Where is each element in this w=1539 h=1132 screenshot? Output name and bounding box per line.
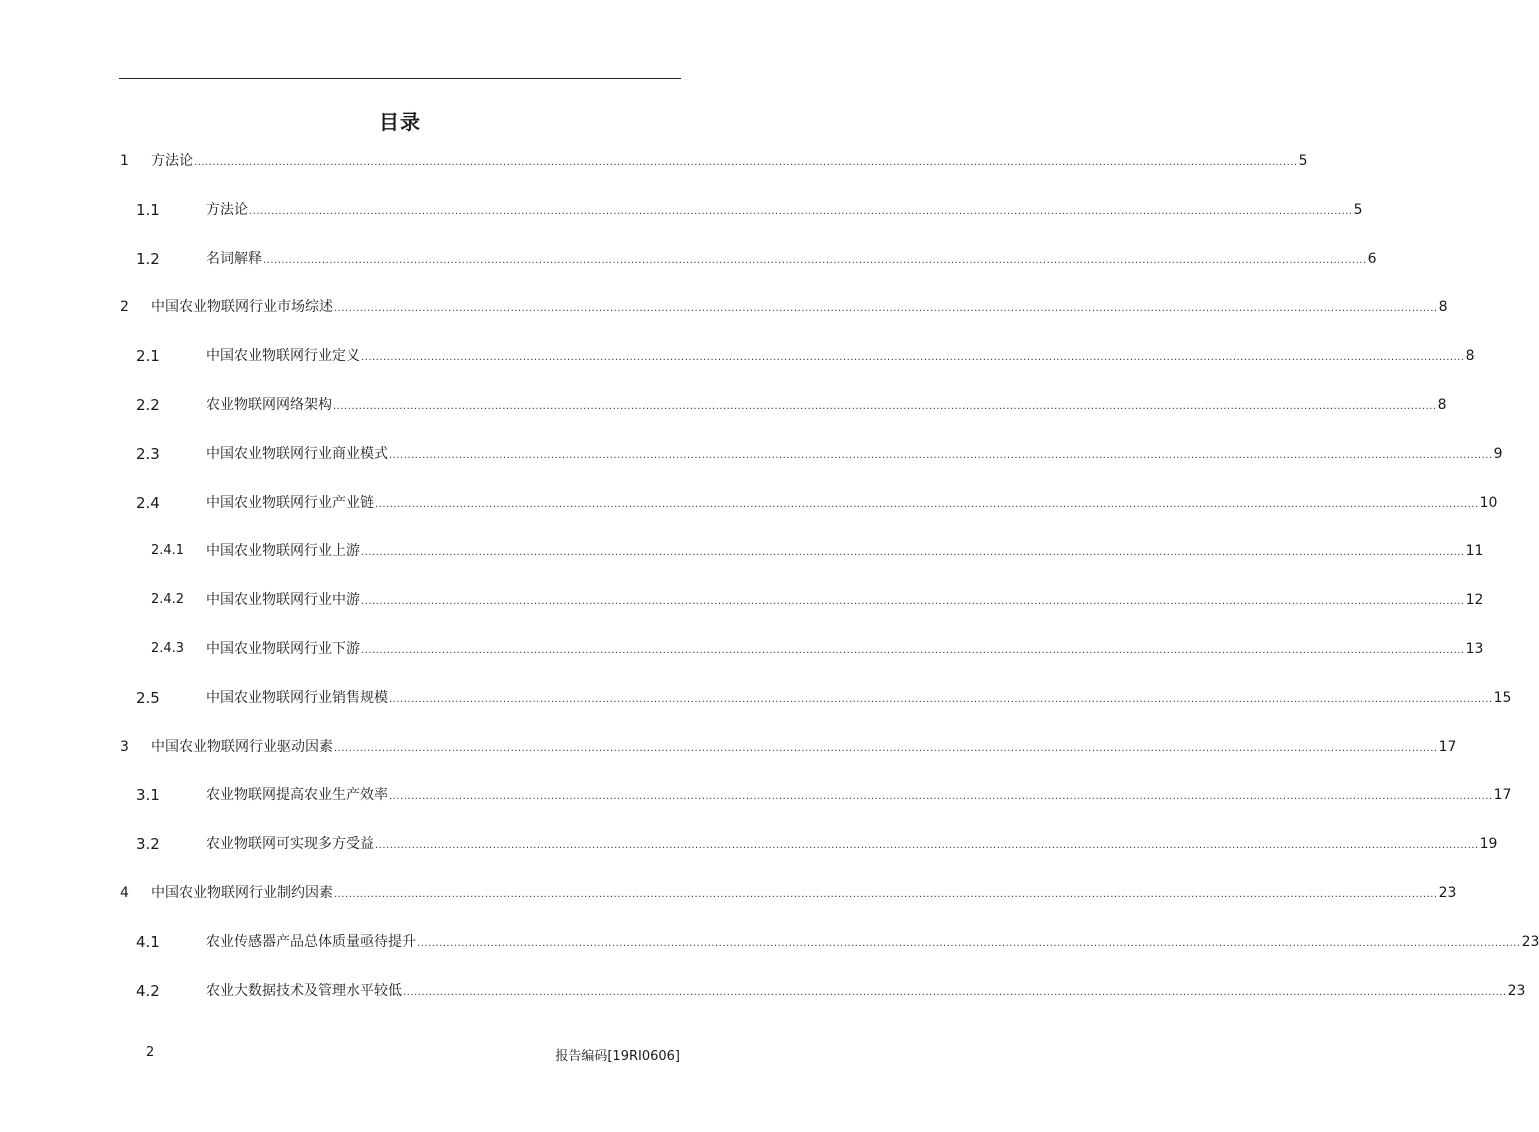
toc-entry[interactable]: [120, 833, 1498, 855]
toc-entry-number: 4: [120, 885, 129, 901]
toc-entry-leader: ............................................................................................................................................................................................................................................................................................................: [389, 693, 1493, 705]
toc-entry-title: 名词解释: [206, 250, 262, 267]
toc-entry[interactable]: [120, 784, 1512, 806]
toc-entry-number: 3: [120, 738, 129, 755]
toc-entry[interactable]: [120, 248, 1377, 270]
toc-entry-page: 19: [1479, 836, 1498, 853]
toc-entry-leader: ............................................................................................................................................................................................................................................................................................................: [389, 449, 1493, 461]
toc-entry-leader: ............................................................................................................................................................................................................................................................................................................: [375, 498, 1479, 510]
toc-entry-number: 1: [120, 153, 129, 169]
toc-entry-title: 中国农业物联网行业市场综述: [151, 299, 333, 316]
toc-entry-leader: ............................................................................................................................................................................................................................................................................................................: [361, 596, 1465, 608]
toc-entry-number: 2.5: [136, 688, 160, 707]
page-title: 目录: [379, 110, 421, 134]
toc-entry-leader: ............................................................................................................................................................................................................................................................................................................: [361, 645, 1465, 656]
toc-entry-page: 8: [1465, 348, 1475, 365]
toc-entry-page: 5: [1298, 153, 1308, 169]
toc-entry-page: 10: [1479, 494, 1498, 511]
toc-entry-title: 中国农业物联网行业下游: [206, 641, 360, 657]
toc-entry-leader: ............................................................................................................................................................................................................................................................................................................: [389, 791, 1493, 803]
toc-entry-number: 3.2: [136, 835, 160, 854]
toc-entry-number: 2.4: [136, 493, 160, 512]
toc-entry-number: 1.1: [136, 200, 160, 219]
toc-entry-page: 23: [1521, 933, 1539, 950]
toc-entry-leader: ............................................................................................................................................................................................................................................................................................................: [334, 303, 1438, 315]
toc-entry[interactable]: [120, 492, 1498, 514]
toc-entry[interactable]: [120, 931, 1539, 953]
toc-entry[interactable]: [120, 736, 1457, 758]
toc-entry-title: 中国农业物联网行业定义: [206, 348, 360, 365]
toc-entry-leader: ............................................................................................................................................................................................................................................................................................................: [249, 205, 1353, 217]
toc-entry-page: 5: [1353, 201, 1363, 218]
toc-entry-page: 6: [1367, 250, 1377, 267]
toc-entry[interactable]: [120, 638, 1484, 660]
toc-entry-title: 农业物联网可实现多方受益: [206, 836, 374, 853]
toc-entry-number: 2: [120, 299, 129, 316]
toc-entry-number: 1.2: [136, 249, 160, 268]
footer-report-code: 报告编码[19RI0606]: [555, 1049, 680, 1064]
toc-entry[interactable]: [120, 199, 1363, 221]
toc-entry[interactable]: [120, 687, 1512, 709]
toc-entry[interactable]: [120, 882, 1457, 904]
toc-entry-page: 17: [1438, 738, 1457, 755]
toc-entry-leader: ............................................................................................................................................................................................................................................................................................................: [417, 937, 1521, 949]
toc-entry-page: 8: [1437, 397, 1447, 413]
toc-entry-number: 2.4.2: [151, 592, 185, 608]
toc-entry-number: 4.2: [136, 981, 160, 1000]
toc-entry[interactable]: [120, 296, 1448, 318]
toc-entry-page: 9: [1493, 445, 1503, 462]
toc-entry-title: 中国农业物联网行业销售规模: [206, 689, 388, 706]
toc-entry-leader: ............................................................................................................................................................................................................................................................................................................: [263, 254, 1367, 266]
toc-entry-page: 8: [1438, 299, 1448, 316]
toc-entry-title: 中国农业物联网行业商业模式: [206, 445, 388, 462]
toc-entry[interactable]: [120, 443, 1503, 465]
toc-entry-leader: ............................................................................................................................................................................................................................................................................................................: [333, 401, 1437, 412]
toc-entry-page: 13: [1465, 641, 1484, 657]
toc-entry-title: 中国农业物联网行业中游: [206, 592, 360, 609]
toc-entry-title: 中国农业物联网行业上游: [206, 543, 360, 560]
toc-entry-number: 2.1: [136, 347, 160, 366]
toc-entry[interactable]: [120, 980, 1526, 1002]
toc-entry-leader: ............................................................................................................................................................................................................................................................................................................: [194, 157, 1298, 168]
toc-entry-title: 中国农业物联网行业制约因素: [151, 885, 333, 901]
toc-entry-leader: ............................................................................................................................................................................................................................................................................................................: [334, 889, 1438, 900]
toc-entry-leader: ............................................................................................................................................................................................................................................................................................................: [361, 352, 1465, 364]
toc-entry-page: 17: [1493, 787, 1512, 804]
toc-entry-page: 11: [1465, 543, 1484, 560]
toc-entry-title: 中国农业物联网行业驱动因素: [151, 738, 333, 755]
toc-entry-title: 农业大数据技术及管理水平较低: [206, 982, 402, 999]
toc-entry-leader: ............................................................................................................................................................................................................................................................................................................: [403, 986, 1507, 998]
toc-entry-number: 2.3: [136, 444, 160, 463]
toc-entry[interactable]: [120, 345, 1475, 367]
toc-entry[interactable]: [120, 394, 1447, 416]
toc-entry-title: 方法论: [206, 201, 248, 218]
toc-entry-title: 农业物联网提高农业生产效率: [206, 787, 388, 804]
toc-entry-number: 3.1: [136, 786, 160, 805]
toc-entry-title: 中国农业物联网行业产业链: [206, 494, 374, 511]
toc-entry-leader: ............................................................................................................................................................................................................................................................................................................: [361, 547, 1465, 559]
toc-entry-title: 农业传感器产品总体质量亟待提升: [206, 933, 416, 950]
toc-entry-number: 4.1: [136, 932, 160, 951]
toc-entry[interactable]: [120, 540, 1484, 562]
toc-entry[interactable]: [120, 589, 1484, 611]
toc-entry-number: 2.4.3: [151, 641, 185, 656]
toc-entry-page: 23: [1507, 982, 1526, 999]
toc-entry-title: 方法论: [151, 153, 193, 169]
toc-entry-number: 2.4.1: [151, 543, 185, 559]
toc-entry[interactable]: [120, 150, 1308, 172]
toc-entry-page: 15: [1493, 689, 1512, 706]
toc-entry-title: 农业物联网网络架构: [206, 397, 332, 413]
toc-entry-leader: ............................................................................................................................................................................................................................................................................................................: [334, 742, 1438, 754]
footer-page-number: 2: [146, 1045, 155, 1060]
toc-entry-page: 12: [1465, 592, 1484, 609]
toc-entry-number: 2.2: [136, 396, 160, 414]
toc-entry-page: 23: [1438, 885, 1457, 901]
toc-entry-leader: ............................................................................................................................................................................................................................................................................................................: [375, 840, 1479, 852]
